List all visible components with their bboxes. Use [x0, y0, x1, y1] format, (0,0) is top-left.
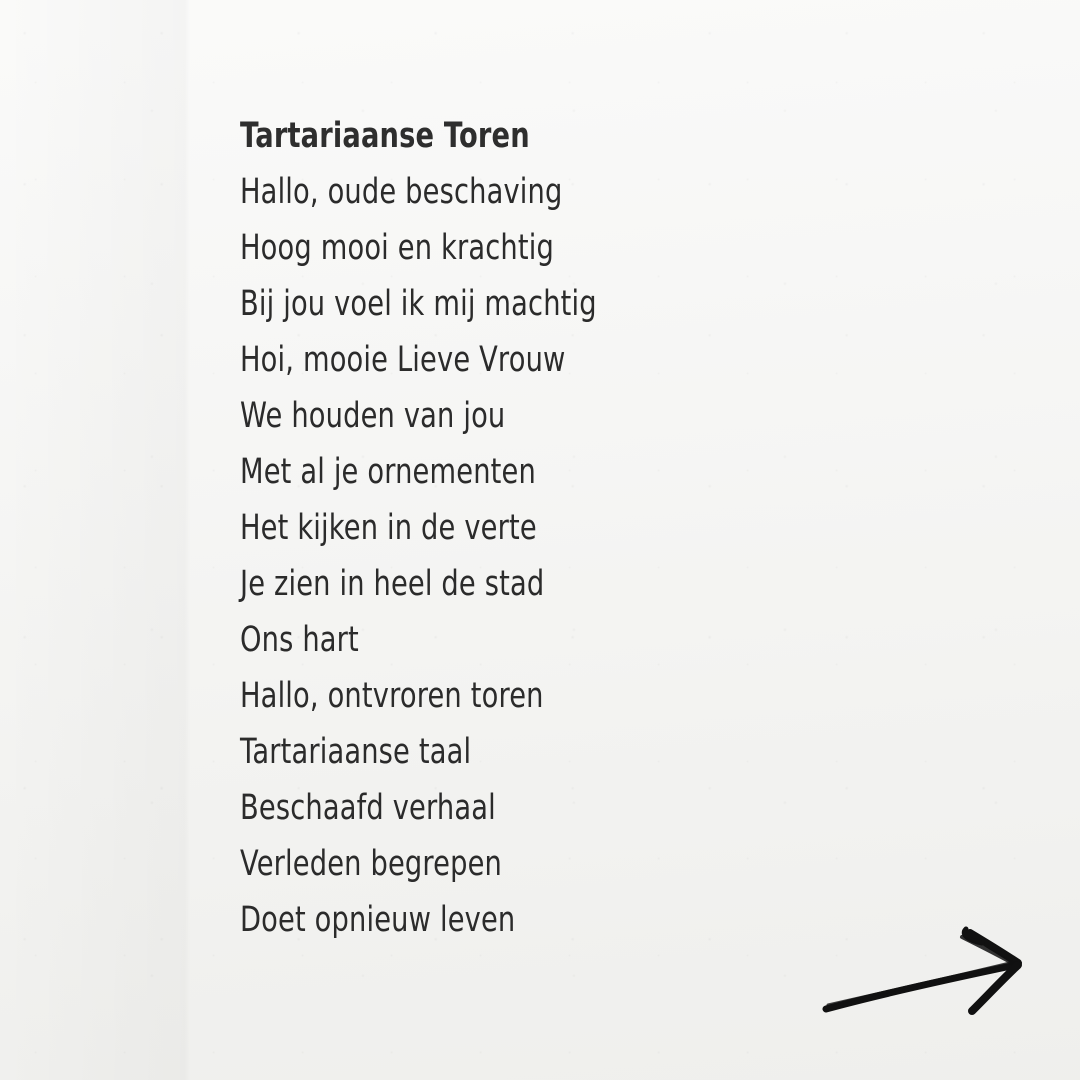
poem — [240, 108, 597, 948]
poem-line: Met al je ornementen — [240, 452, 536, 492]
poem-line: Beschaafd verhaal — [240, 788, 496, 828]
poem-line: We houden van jou — [240, 396, 506, 436]
poem-line: Ons hart — [240, 620, 359, 660]
poem-line: Bij jou voel ik mij machtig — [240, 284, 597, 324]
poem-title: Tartariaanse Toren — [240, 116, 530, 156]
poem-line: Je zien in heel de stad — [240, 564, 545, 604]
poem-line: Hoi, mooie Lieve Vrouw — [240, 340, 566, 380]
poem-line: Hoog mooi en krachtig — [240, 228, 554, 268]
poem-line: Doet opnieuw leven — [240, 900, 516, 940]
poem-line: Het kijken in de verte — [240, 508, 537, 548]
arrow-right-icon[interactable] — [820, 925, 1030, 1020]
poem-line: Hallo, oude beschaving — [240, 172, 563, 212]
poem-line: Hallo, ontvroren toren — [240, 676, 544, 716]
poem-line: Tartariaanse taal — [240, 732, 472, 772]
poem-line: Verleden begrepen — [240, 844, 503, 884]
